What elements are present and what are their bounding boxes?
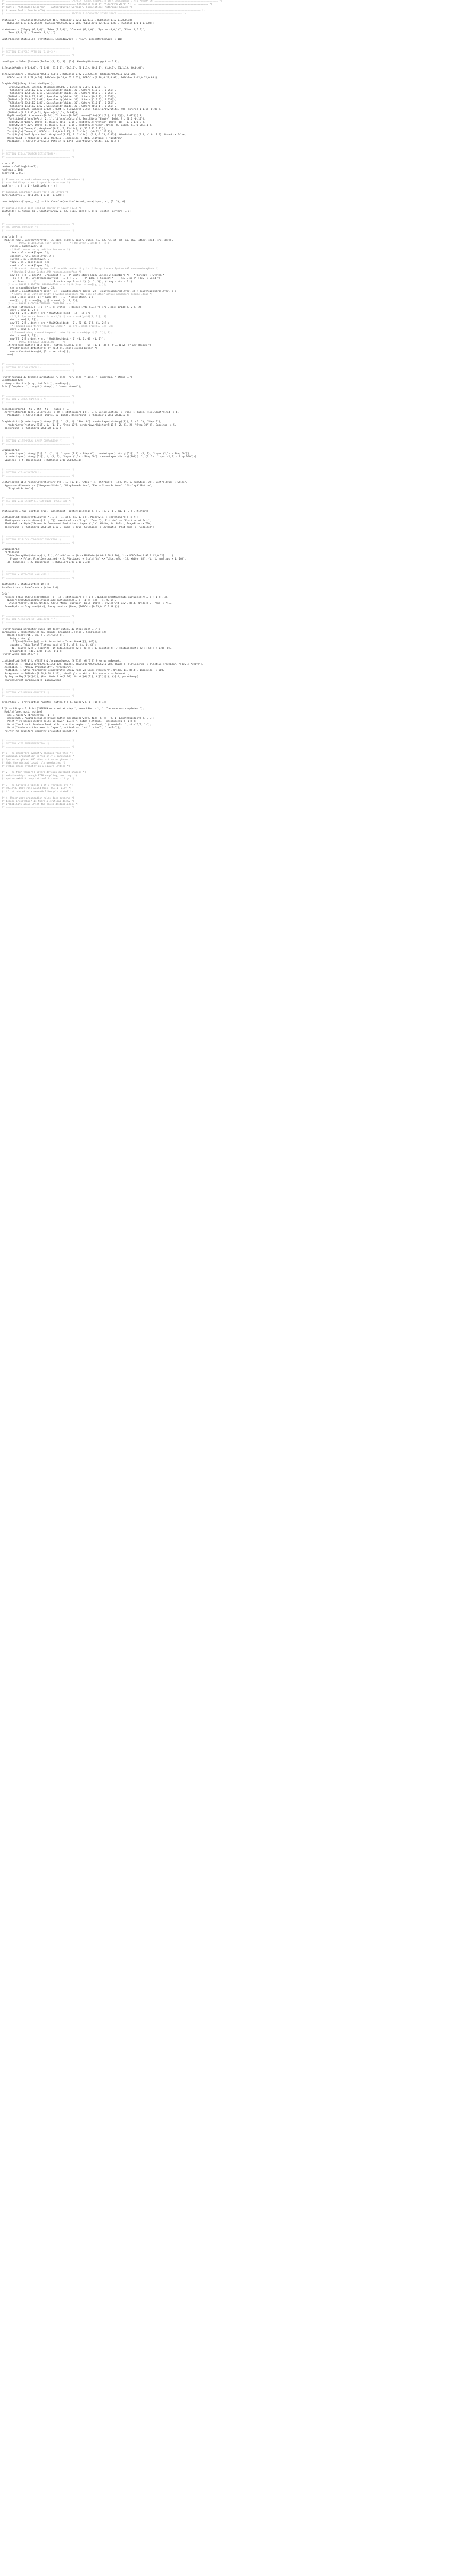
comment-line: (* 3. The lifecycle visits 6 of 8 vertices of: *) xyxy=(2,784,73,787)
code-line: {RGBColor[0.18,0.22,0.92], Specularity[White, 30], Sphere[{0,0,1}, 0.055]}, xyxy=(2,95,116,98)
code-line: Spacings -> 5, Background -> RGBColor[0.08,0.08,0.10]] xyxy=(2,459,83,462)
comment-line: (* stable cross symmetry on a square lattice *) xyxy=(2,765,70,768)
code-line: Module[{pre, post, active}, xyxy=(2,710,44,714)
section-rule-line: (* SECTION III:AUTOMATON DEFINITION *) xyxy=(2,153,57,156)
section-rule-line: (* ============================================ *) xyxy=(2,615,75,618)
section-rule-line: (* ============================================ *) xyxy=(2,503,75,506)
code-line: Epilog -> Map[If[#[[4]], {Red, PointSize[0.02], Point[{#[[1]], #[[2]]}]}, {}] &, paramSweep], xyxy=(2,675,140,679)
section-rule-line: (* ============================================ *) xyxy=(2,395,75,398)
comment-line: (* 4. Under what propagation rules does breach: *) xyxy=(2,796,75,800)
code-line: Grid[ xyxy=(2,592,9,596)
comment-line: (* ---- PHASE 1:LIFECYCLE (per layer) ---- *) Do[layer = grid[[q, ;;]]; xyxy=(2,242,111,245)
code-line: If[Max[Flatten[g]] == 6, breached = True; Break[]], {40}]; xyxy=(2,640,98,643)
comment-line: (* cardinal propagation-kernel-only 1 cardinals; *) xyxy=(2,755,76,758)
section-rule-line: (* SECTION VI:TEMPORAL LAYER COMPARISON *) xyxy=(2,439,63,443)
code-line: dest = new[[2, 3]]; xyxy=(2,328,38,331)
section-rule-line: (* SECTION XIII:INTERPRETATION *) xyxy=(2,742,50,745)
code-line: Block[{decayProb = dp, g = initGrid[]}, xyxy=(2,634,64,637)
section-rule-line: (* ============================================ *) xyxy=(2,570,75,573)
section-rule-line: (* SECTION VIII:SCHEMATIC COMPONENT EVOLUTION *) xyxy=(2,500,72,503)
section-rule-line: (* ============================================ *) xyxy=(2,535,75,538)
code-line: Module[{new = ConstantArray[0, {3, size, size}], layer, rules, n1, n2, n3, n4, n5, n6, chy, other, seed, src, dest}, xyxy=(2,239,174,242)
code-line: lifecyclePath = {{0,0,0}, {1,0,0}, {1,1,0}, {0,1,0}, {0,1,1}, {0,0,1}, {1,0,1}, {1,1,1}, {0,0,0}}; xyxy=(2,66,144,70)
code-line: lifecycleColors = {RGBColor[0.6,0.6,0.6], RGBColor[0.92,0.12,0.12], RGBColor[0.95,0.62,0.08], xyxy=(2,73,137,76)
section-rule-line: (* ============================================ *) xyxy=(2,54,75,57)
section-rule-line: (* ============================================ *) xyxy=(2,745,75,749)
code-line: PlotLabel -> Style[label, White, 10, Bold], Background -> RGBColor[0.08,0.08,0.10]]; xyxy=(2,414,130,417)
section-rule-line: (* ============================================ *) xyxy=(2,541,75,545)
section-rule-line: (* ============================================ *) xyxy=(2,739,75,742)
code-line: AxesLabel -> {"Decay Probability", "Fraction"}, xyxy=(2,666,73,669)
section-rule-line: (* ============================================ *) xyxy=(2,468,75,471)
code-line: stateCounts = Map[Function[grid, Table[Count[Flatten[grid[[q]]], s], {s, 0, 6}, {q, 1, 3}]], history]; xyxy=(2,510,150,513)
code-line: Text[Style["Idea", White, 8, Bold], {0.1,-0.1}], Text[Style["System", White, 8], {0,-0.1,0.9}], xyxy=(2,121,146,124)
code-line: (* Breach:... *) (* Breach stays Breach *) {q, 1, 3}]; (* Any = state 6 *) xyxy=(2,280,132,283)
comment-line: (* relationships through BTIH coupling, how they: *) xyxy=(2,774,77,777)
code-line: SeedRandom[42]; xyxy=(2,379,24,382)
code-line: RGBColor[0.18,0.22,0.92], RGBColor[0.95,0.62,0.08], RGBColor[0.62,0.12,0.88], RGBColor[1.0,1.0,1.0]}; xyxy=(2,22,155,25)
section-rule-line: (* SECTION XII:BREACH ANALYSIS *) xyxy=(2,691,50,694)
comment-line: (* Cardinal neighbour count for a 3D layers *) xyxy=(2,191,69,194)
code-line: Background -> RGBColor[0.08,0.08,0.10], Frame -> True, GridLines -> Automatic, PlotTheme -> "Detailed"] xyxy=(2,526,155,529)
code-line: cardinalKernel = {{0,1,0},{1,0,1},{0,1,0}}; xyxy=(2,194,64,197)
code-line: ArrayPlot[grid[[tp]], ColorRules -> {0 -> stateColor[[1]], ...}, ColorFunction -> Frame -> False, PixelConstrained -> 6, xyxy=(2,411,179,414)
code-line: stateColor = {RGBColor[0.96,0.96,0.46], RGBColor[0.92,0.12,0.12], RGBColor[0.12,0.78,0.18], xyxy=(2,19,134,22)
code-line: new[[2, 2]] = dest + src * UnitStep[dest - 0], {0, 0, 0}], {1, 2}]]; xyxy=(2,321,109,325)
code-line: {RGBColor[0.14,0.62,0.62], Specularity[White, 30], Sphere[{0,1,1}, 0.055]}, xyxy=(2,105,116,108)
section-rule-line: (* ============================================ *) xyxy=(2,474,75,478)
code-line: dest = new[[2, 2]]; xyxy=(2,334,38,337)
section-rule-line: (* SECTION IV:SIMULATION *) xyxy=(2,366,41,369)
section-rule-line: (* ============================================ SECTION I:SCHEMATIC STATE SPACE ============================================ *) xyxy=(2,12,186,15)
code-line: lateFractions = lateCounts / (size^2.0); xyxy=(2,586,60,589)
section-rule-line: (* ============================================ *) xyxy=(2,401,75,404)
code-line: countNeighbors[layer_, s_] := ListConvolve[cardinalKernel, mask[layer, s], {2, 2}, 0] xyxy=(2,200,125,204)
section-rule-line: (* ============================================ *) xyxy=(2,688,75,691)
code-line: Print["Running 4D dynamic automaton: ", size, "x", size, " grid, ", numSteps, " steps..."]; xyxy=(2,376,134,379)
code-line: Print["Running parameter sweep (10 decay rates, 40 steps each)..."]; xyxy=(2,628,100,631)
comment-line: (* Built masks using unification masks *) xyxy=(2,248,70,251)
code-line: Graphics3D[{{Gray, Line[cubeEdges]}, xyxy=(2,82,54,86)
section-rule-line: (* ============================================ *) xyxy=(2,694,75,698)
section-rule-line: (* ============================================ *) xyxy=(2,436,75,439)
section-rule-line: (* ============================================ *) xyxy=(2,223,75,226)
comment-line: (* uses UnitStep to avoid symbolic-vs-arrays *) xyxy=(2,181,70,184)
code-line: Text[Style["Flow", White, 8, Bold], {1,1,-0.1}], Text[Style["Seed", White, 8, Bold], {1,-0.08,1.1}], xyxy=(2,124,153,127)
code-line: (* ================================================ ScheduledTask[ (* "Algorithm Zero" *) ... ================================================ *) xyxy=(2,3,213,6)
code-line: {Partition[lifecyclePath, 2, 1], lifecycleColors}], Text[Style["Empty", Bold, 9], {0,0,-0.12}], xyxy=(2,117,146,121)
section-rule-line: (* ============================================ *) xyxy=(2,369,75,372)
code-line: center = Ceiling[size/2]; xyxy=(2,165,38,168)
comment-line: (* ---- PHASE 4:BREACH DETECTION ---- *) xyxy=(2,341,66,344)
comment-line: (* Forward plug first temporal index *) Do[src = mask[grid[[1, 1]], 3]; xyxy=(2,325,114,328)
code-line: counts = Table[Total[Flatten[mask[g[[1]], s]]], {s, 0, 6}]; xyxy=(2,643,96,647)
code-line: n1 + 2 - 0 . UnitStep[decayProb - ...] + ... (* Idea -> Concept *) new = n5 (* Flow -> Seed *) xyxy=(2,277,160,280)
code-line: 4], Spacings -> 2, Background -> RGBColor[0.08,0.08,0.10]] xyxy=(2,561,92,564)
comment-line: (* Stochastic decay:System -> Flow with probability *) (* Decay:1 where System AND random<decayProb *) xyxy=(2,267,159,270)
comment-line: (* Forward along second temporal index *) src = mask[grid[[1, 2]], 3]; xyxy=(2,331,112,334)
section-rule-line: (* ============================================ *) xyxy=(2,577,75,580)
code-line: ListLinePlot[{{#[[1]], #[[2]]} & /@ paramSweep, {#[[1]], #[[3]]} & /@ paramSweep}, xyxy=(2,659,121,663)
comment-line: (* 1. The cruciform symmetry emerges from the: *) xyxy=(2,752,73,755)
code-line: {RGBColor[0.92,0.12,0.12], Specularity[White, 30], Sphere[{1,0,0}, 0.055]}, xyxy=(2,89,116,92)
code-line: PlotLabel -> Style["Schematic Component Evolution - Layer (1,1)", White, 14, Bold], ImageSize -> 700, xyxy=(2,522,151,526)
section-rule-line: (* ============================================ *) xyxy=(2,156,75,159)
code-line: ListAnimate[Table[renderLayer[history[[t]], 1, {1, 1}, "Step " <> ToString[t - 1]], {t, 1, numSteps, 2}], ControlType -> Slider, xyxy=(2,481,188,484)
code-line: Print["Pre-breach active cells in layer (1,1): ", Total[Flatten[1 - mask[pre[[1]], 0]]]]; xyxy=(2,720,137,723)
code-line: ListLinePlot[Table[stateCounts[[All, s + 1, q]], {s, 1, 6}], PlotStyle -> stateColor[[2 ;; 7]], xyxy=(2,516,140,519)
code-line: new] xyxy=(2,353,13,357)
code-line: "StepLeftButton"}] xyxy=(2,487,34,490)
code-line: chy = countNeighbors[layer, 2]; xyxy=(2,286,56,290)
code-line: SwatchLegend[stateColor, stateNames, LegendLayout -> "Row", LegendMarkerSize -> 10]; xyxy=(2,38,124,41)
section-rule-line: (* ============================================ EMERGENT CROSS CHIRALITY IN A CONCENTRIC STATE AUTOMATON ============================================ *) xyxy=(2,0,223,3)
code-line: {Range[Length[paramSweep]], paramSweep}] xyxy=(2,679,63,682)
code-line: new[[2, 2]] = dest + src * UnitStep[dest - 0] {0, 0, 0}, {1, 2}]; xyxy=(2,337,105,341)
section-rule-line: (* ============================================ *) xyxy=(2,806,75,809)
code-line: concept = n2 = mask[layer, 2]; xyxy=(2,255,54,258)
code-line: Frame -> False, PixelConstrained -> 2, PlotLabel -> Style["t=" <> ToString[t - 1], White, 8]], {t, 1, numSteps + 1, 10}], xyxy=(2,557,186,561)
code-line: z] xyxy=(2,213,10,216)
code-line: Print["The cruciform geometry prevented breach."]] xyxy=(2,730,77,733)
comment-line: (* Initial:single Idea seed at center of layer (1,1) *) xyxy=(2,207,82,210)
code-line: seed = n5 = mask[layer, 5]; xyxy=(2,264,50,267)
code-line: flow = n4 = mask[layer, 4]; xyxy=(2,261,50,264)
comment-line: (* Element-wise masks where array equals a 0 elsewhere *) xyxy=(2,178,84,181)
comment-line: (* ---- PHASE 2:SPATIAL PROPAGATION ---- *) Do[layer = new[[q, ;;]]; xyxy=(2,283,107,286)
code-line: GraphicsGrid[ xyxy=(2,449,21,452)
code-line: Text[Style["Null Spacetime", GrayLevel[0.7], 7, Italic], {0.5,-0.15,-0.07}], ViewPoint -> {2.4, -1.6, 1.5}, Boxed -> False, xyxy=(2,133,186,137)
comment-line: (* 2,1: System -> Breach into (1,2) *) src = mask[grid[[1, 1]], 5]; xyxy=(2,315,108,318)
code-line: Background -> RGBColor[0.08,0.08,0.10], ImageSize -> 480, Lighting -> "Neutral", xyxy=(2,137,124,140)
code-line: rules = mask[layer, 1]; xyxy=(2,245,44,248)
section-rule-line: (* SECTION XI:PARAMETER SENSITIVITY *) xyxy=(2,618,57,621)
code-line: renderLayer[grid_, tp_, {t2_, t1_}, label_] := xyxy=(2,408,70,411)
code-line: decayProb = 0.3; xyxy=(2,172,25,175)
code-line: {GrayLevel[0.3], Dashed, Thickness[0.003], Line[{{0,0,0},{1,1,1}}]}, xyxy=(2,86,107,89)
code-line: mask[arr_, s_] := 1 - Unitize[arr - s] xyxy=(2,184,57,188)
code-line: GraphicsGrid[{{renderLayer[history[[1]], 1, {1, 1}, "Step 0"], renderLayer[history[[1]], 2, {1, 2}, "Step 0"], xyxy=(2,420,162,423)
comment-line: (* {0,1}^3. What role would Open (0,1,1) play *) xyxy=(2,787,72,790)
code-line: {Style["State", Bold, White], Style["Mean Fraction", Bold, White], Style["Std Dev", Bold, White]}], Frame -> All, xyxy=(2,602,172,605)
code-line: {RGBColor[0.9,0.85,0.2], Sphere[{1,1,1}, 0.09]}}, xyxy=(2,111,79,114)
comment-line: (* Empty cells with majority 3 System neighbors AND some of other active neighbors become Ideas *) xyxy=(2,293,153,296)
code-line: other = countNeighbors[layer, 1] + countNeighbors[layer, 2] + countNeighbors[layer, 4] + countNeighbors[layer, 5]; xyxy=(2,290,176,293)
code-line: Text[Style["Concept", GrayLevel[0.7], 7, Italic], {1,12,1.12,1.12}], xyxy=(2,127,107,130)
section-rule-line: (* SECTION VII:ANIMATION *) xyxy=(2,471,41,474)
code-line: cubeEdges = Select[Subsets[Tuples[{0, 1}, 3], {2}], HammingDistance @@ # == 1 &]; xyxy=(2,60,119,63)
comment-line: (* ---- PHASE 3:CROSS-TEMPORAL COUPLING ---- *) xyxy=(2,302,76,306)
code-line: maxBreach = MaxWhile[Table[Total[Flatten[mask[history[[t, tp]], 6]]], {t, 1, Length[history]}], ...]; xyxy=(2,717,155,720)
code-line: size = 31; xyxy=(2,162,16,165)
code-line: step[grid_] := xyxy=(2,235,22,239)
code-line: If[breachStep > 0, Print["BREACH occurred at step ", breachStep - 1, ". The cube was completed."]; xyxy=(2,707,144,710)
code-line: {{renderLayer[history[[1]], 1, {1, 1}, "Layer (1,1) - Step 0"], renderLayer[history[[51]], 2, {2, 1}, "Layer (2,1) - Step 50"]}, xyxy=(2,452,191,455)
section-rule-line: (* ============================================ *) xyxy=(2,443,75,446)
code-line: MapThread[{#2, Arrowheads[0.04], Thickness[0.006], Arrow[Tube[{#1[[1]], #1[[2]]}, 0.012]]} &, xyxy=(2,114,143,117)
code-line: breached}]], {dp, 0.05, 0.95, 0.1}]; xyxy=(2,650,63,653)
code-line: FrameStyle -> GrayLevel[0.4], Background -> {None, {RGBColor[0.15,0.15,0.18]}}] xyxy=(2,605,119,608)
code-line: Do[g = step[g]; xyxy=(2,637,32,640)
code-line: new[[q, ;;]] = idea*2 + 3*concept + ... (* Empty stays Empty unless 2 neighbors *) (* Concept -> System *) xyxy=(2,274,166,277)
code-line: Partition[ xyxy=(2,551,19,554)
code-line: seed = mask[layer, 0] * mask[chy - ...] * mask[other, 0]; xyxy=(2,296,93,299)
code-line: Background -> RGBColor[0.08,0.08,0.10], LabelStyle -> White, PlotMarkers -> Automatic, xyxy=(2,672,130,675)
code-line: history = NestList[step, initGrid[], numSteps]; xyxy=(2,382,70,385)
code-line: {dp, counts[[2]] / (size^2), If[Total[counts[[2 ;; 6]]] > 0, counts[[2]] / (Total[counts[[2 ;; 6]]] + 0.0), 0], xyxy=(2,647,172,650)
code-line: {RGBColor[0.12,0.78,0.18], Specularity[White, 30], Sphere[{0,1,0}, 0.055]}, xyxy=(2,92,116,95)
comment-line: (* License:Public Domain (CC0) ========================================================================================================== *) xyxy=(2,9,206,12)
code-line: If[AnyTrue[Flatten[Table[Total[Flatten[new[[q, ;;]]] - 6], {q, 1, 3}]], # == 0 &], (* any Breach *) xyxy=(2,344,151,347)
code-line: Text[Style["Concept", RGBColor[0.6,0.6,0.7], 7, Italic], {-0.12,1.12,1}], xyxy=(2,130,114,133)
code-line: Prepend[Table[{Style[stateNames[[s + 1]], stateColor[[s + 1]]], NumberForm[Mean[lateFractions[[All, s + 1]]], 4], xyxy=(2,596,169,599)
code-line: Print["Breach detected"]; (* halt all cells exceed Breach *) xyxy=(2,347,98,350)
code-line: Print["Complete: ", Length[history], " frames stored"]; xyxy=(2,385,82,388)
comment-line: (* this the minimal local rule producing: *) xyxy=(2,761,66,765)
code-line: "Seed (1,0,1)", "Breach (1,1,1)"}; xyxy=(2,31,57,35)
code-line: {RGBColor[0.62,0.12,0.88], Specularity[White, 30], Sphere[{1,0,1}, 0.055]}, xyxy=(2,102,116,105)
comment-line: (* probability above which the cross destabilizes? *) xyxy=(2,803,79,806)
code-line: new[[q, ;;]] = new[[q, ;;]] + seed, {q, 1, 3}]; xyxy=(2,299,79,302)
code-line: Background -> RGBColor[0.08,0.08,0.10]] xyxy=(2,427,61,430)
section-rule-line: (* SECTION V:CROSS SNAPSHOTS *) xyxy=(2,398,47,401)
code-line: RGBColor[0.12,0.78,0.18], RGBColor[0.14,0.62,0.62], RGBColor[0.18,0.22,0.92], RGBColor[0.62,0.12,0.88]}; xyxy=(2,76,159,79)
code-line: stateNames = {"Empty (0,0,0)", "Idea (1,0,0)", "Concept (0,1,0)", "System (0,0,1)", "Flow (1,1,0)", xyxy=(2,28,146,31)
code-line: dest = new[[2, 2]]; xyxy=(2,318,38,321)
code-line: new[[1, 2]] = dest + src * UnitStep[(dest - 1) - 1] src; xyxy=(2,312,92,315)
code-line: AppearanceElements -> {"ProgressSlider", "PlayPauseButton", "FasterSlowerButtons", "DisplayAllButton", xyxy=(2,484,153,487)
code-line: system = n3 = mask[layer, 3]; xyxy=(2,258,53,261)
code-line: new = ConstantArray[6, {3, size, size}]]; xyxy=(2,350,70,353)
code-line: Print["Sweep complete."]; xyxy=(2,653,38,656)
code-line: dest = new[[1, 2]]; xyxy=(2,309,38,312)
comment-line: (* if introduced as a seventh lifecycle state? *) xyxy=(2,790,73,793)
code-line: lastCounts = stateCounts[[-10 ;;]]; xyxy=(2,583,53,586)
code-line: NumberForm[StandardDeviation[lateFractions[[All, s + 1]]], 4]}, {s, 0, 6}], xyxy=(2,599,116,602)
code-line: PlotStyle -> {{RGBColor[0.92,0.12,0.12], Thick}, {RGBColor[0.95,0.62,0.08], Thick}}, PlotLegends -> {"Active Fraction", "Flow / Active"}, xyxy=(2,663,204,666)
code-line: pre = history[[breachStep - 1]]; xyxy=(2,714,54,717)
code-line: paramSweep = Table[Module[{dp, counts, breached = False}, SeedRandom[42]; xyxy=(2,631,108,634)
section-rule-line: (* SECTION X:ATTRACTOR ANALYSIS *) xyxy=(2,573,51,577)
code-line: initGrid[] := Module[{z = ConstantArray[0, {3, size, size}]}, z[[1, center, center]] = 1; xyxy=(2,210,131,213)
comment-line: (* system exhibit computational irreducibility. *) xyxy=(2,777,75,781)
comment-line: (* 2. The four temporal layers develop distinct phases: *) xyxy=(2,771,86,774)
code-line: idea = n1 = mask[layer, 1]; xyxy=(2,251,50,255)
code-line: {renderLayer[history[[51]], 1, {1, 2}, "Layer (1,2) - Step 50"], renderLayer[history[[101]], 2, {2, 2}, "Layer (2,2) - Step 100"]}}, xyxy=(2,455,198,459)
code-line: GraphicsGrid[ xyxy=(2,548,21,551)
section-rule-line: (* ============================================ *) xyxy=(2,621,75,624)
code-line: PlotLabel -> Style["Lifecycle Path on {0,1}^3 (Superflow)", White, 14, Bold]] xyxy=(2,140,119,143)
code-line: breachStep = FirstPosition[Map[Max[Flatten[#]] &, history], 6, {0}][[1]]; xyxy=(2,701,108,704)
comment-line: (* become inevitable? Is there a critical decay *) xyxy=(2,800,75,803)
comment-line: (* System neighbour AND other active neighbour *) xyxy=(2,758,73,761)
comment-line: (* Random:1 where System AND random>=decayProb *) xyxy=(2,270,82,274)
code-line: renderLayer[history[[11]], 1, {1, 1}, "Step 10"], renderLayer[history[[11]], 2, {1, 2}, "Step 10"]}}, Spacings -> 5, xyxy=(2,423,176,427)
section-rule-line: (* ============================================ *) xyxy=(2,497,75,500)
code-line: Print["No Breach. Maximum Dead cells in active region: ", maxDead, " (threshold: ", size^2/2, ")"]; xyxy=(2,723,151,726)
section-rule-line: (* SECTION IX:BLOCK COMPONENT TRACKING *) xyxy=(2,538,61,541)
section-rule-line: (* ============================================ *) xyxy=(2,229,75,232)
code-line: Table[ArrayPlot[history[[t, 1]], ColorRules -> {0 -> RGBColor[0.08,0.08,0.10], 1 -> RGBColor[0.92,0.12,0.12], ...}, xyxy=(2,554,175,557)
section-rule-line: (* ============================================ *) xyxy=(2,47,75,50)
code-line: Print["Maximum active area in layer ", activeArea, " of ", size^2, " cells"]]; xyxy=(2,726,121,730)
code-line: {GrayLevel[0.2], Sphere[{0,0,0}, 0.04]}, {GrayLevel[0.95], Specularity[White, 40], Sphere[{1,1,1}, 0.06]}, xyxy=(2,108,162,111)
section-rule-line: (* ============================================ *) xyxy=(2,363,75,366)
code-line: PlotLegends -> stateNames[[2 ;; 7]], AxesLabel -> {"Step", "Count"}, PlotLabel -> "Fraction of Grid", xyxy=(2,519,151,522)
section-rule-line: (* ============================================ *) xyxy=(2,149,75,152)
section-rule-line: (* THE UPDATE FUNCTION *) xyxy=(2,226,38,229)
code-line: If[Max[Flatten[new]] < 6, (* 1,2: System -> Breach into (1,1) *) src = mask[grid[[2, 2]], 2]; xyxy=(2,306,143,309)
code-line: numSteps = 100; xyxy=(2,168,24,172)
code-line: PlotLabel -> Style["Parameter Sensitivity: Decay Rate vs Cross Structure", White, 14, Bold], ImageSize -> 600, xyxy=(2,669,165,672)
comment-line: (* Part I: "Schematic Diagram" -- Author:Dustin Sprenger, Formulation: Anthropic Claude *) xyxy=(2,6,132,9)
code-line: {RGBColor[0.95,0.62,0.08], Specularity[White, 30], Sphere[{1,1,0}, 0.055]}, xyxy=(2,98,116,101)
section-rule-line: (* SECTION II:CYCLE PATH ON {0,1}^3 *) xyxy=(2,51,57,54)
